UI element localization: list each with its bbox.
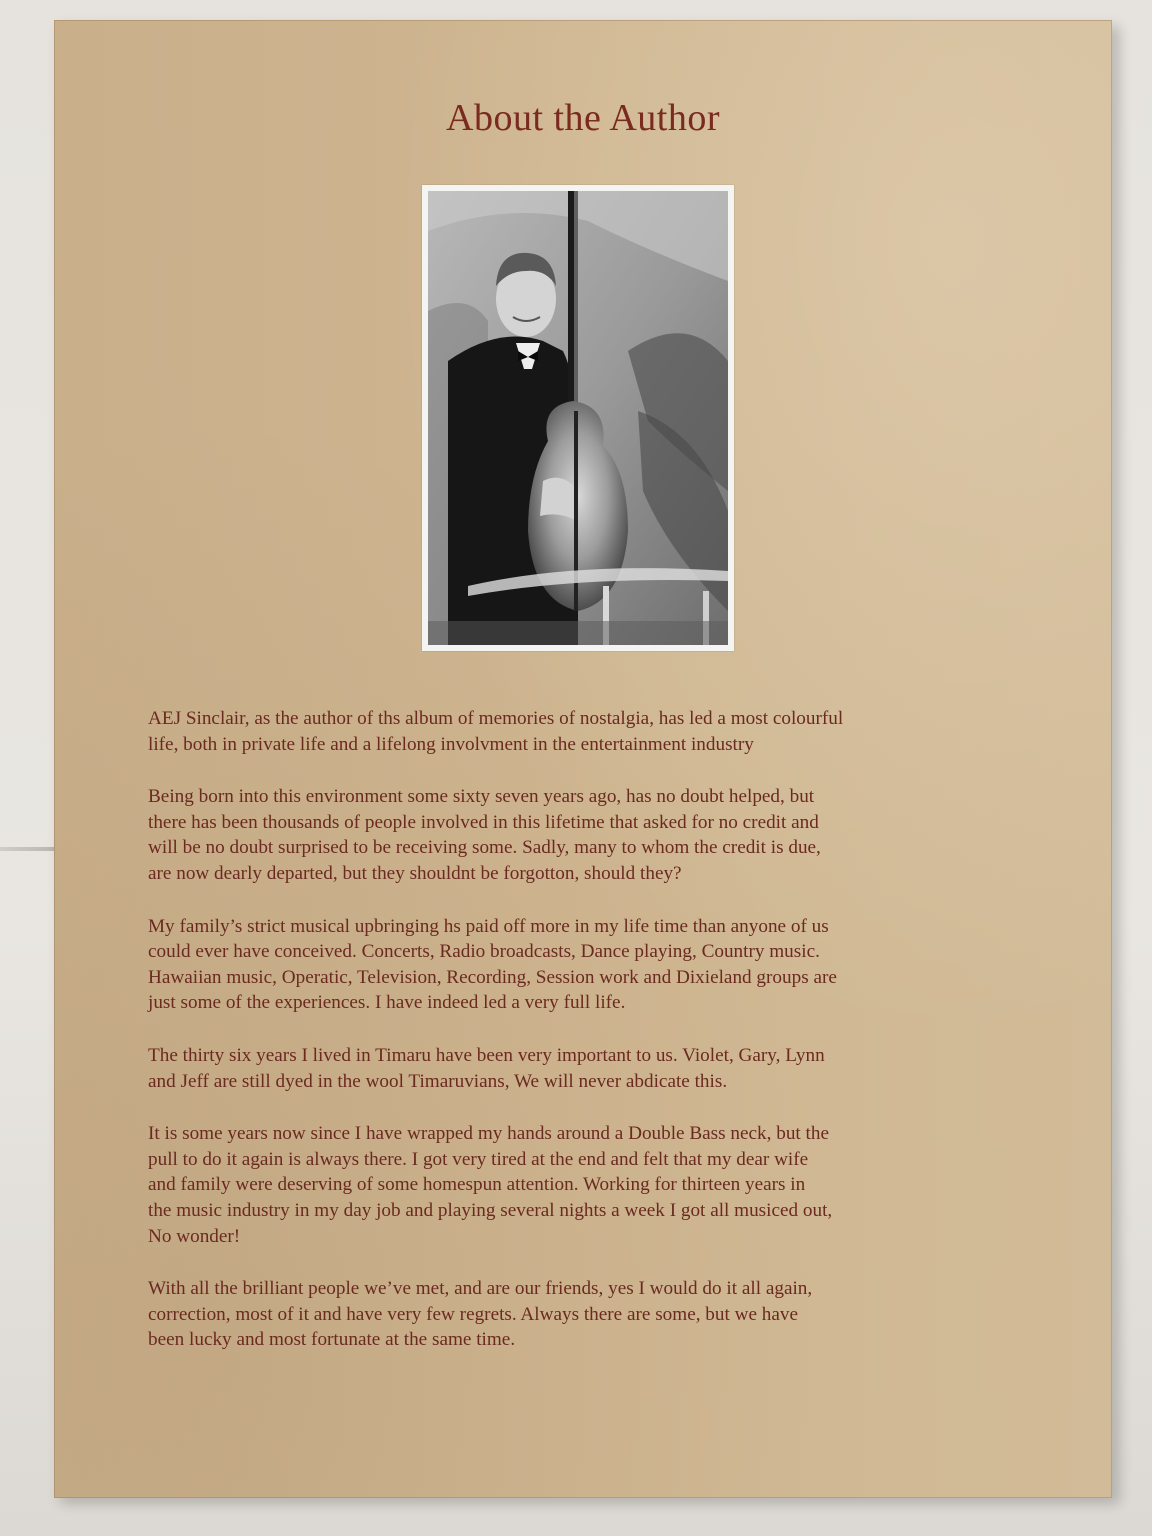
paragraph-4 — [148, 1043, 1028, 1094]
text-line: AEJ Sinclair, as the author of ths album of memories of nostalgia, has led a most colourful — [148, 708, 844, 729]
paragraph-6 — [148, 1276, 1028, 1353]
text-line: With all the brilliant people we’ve met, and are our friends, yes I would do it all again, — [148, 1278, 813, 1300]
text-line: and family were deserving of some homespun attention. Working for thirteen years in — [148, 1174, 806, 1196]
text-line: Hawaiian music, Operatic, Television, Recording, Session work and Dixieland groups are — [148, 966, 837, 988]
text-line: My family’s strict musical upbringing hs paid off more in my life time than anyone of us — [148, 915, 829, 937]
text-line: Being born into this environment some sixty seven years ago, has no doubt helped, but — [148, 786, 815, 808]
back-cover — [54, 20, 1112, 1498]
text-line: are now dearly departed, but they shouldnt be forgotton, should they? — [148, 862, 682, 884]
text-line: No wonder! — [148, 1225, 241, 1247]
text-line: just some of the experiences. I have indeed led a very full life. — [148, 992, 626, 1014]
text-line: there has been thousands of people involved in this lifetime that asked for no credit and — [148, 811, 819, 833]
text-line: correction, most of it and have very few regrets. Always there are some, but we have — [148, 1303, 799, 1325]
text-line: been lucky and most fortunate at the same time. — [148, 1329, 516, 1351]
text-line: It is some years now since I have wrapped my hands around a Double Bass neck, but the — [148, 1123, 829, 1145]
text-line: pull to do it again is always there. I got very tired at the end and felt that my dear wife — [148, 1148, 809, 1170]
paragraph-5 — [148, 1121, 1028, 1249]
page-title: About the Author — [446, 97, 720, 139]
paragraph-1 — [148, 706, 1028, 757]
background-rod — [0, 847, 56, 851]
paragraph-2 — [148, 784, 1028, 886]
text-line: could ever have conceived. Concerts, Radio broadcasts, Dance playing, Country music. — [148, 941, 820, 963]
text-line: life, both in private life and a lifelong involvment in the entertainment industry — [148, 733, 754, 755]
text-line: The thirty six years I lived in Timaru have been very important to us. Violet, Gary, Lynn — [148, 1044, 825, 1066]
text-line: the music industry in my day job and playing several nights a week I got all musiced out, — [148, 1199, 833, 1221]
text-line: and Jeff are still dyed in the wool Timaruvians, We will never abdicate this. — [148, 1070, 728, 1092]
text-line: will be no doubt surprised to be receiving some. Sadly, many to whom the credit is due, — [148, 837, 821, 859]
author-photo-image — [428, 191, 728, 645]
paragraph-3 — [148, 914, 1028, 1016]
author-photo — [428, 191, 728, 645]
about-text — [148, 706, 1028, 1380]
photo-frame — [422, 185, 734, 651]
